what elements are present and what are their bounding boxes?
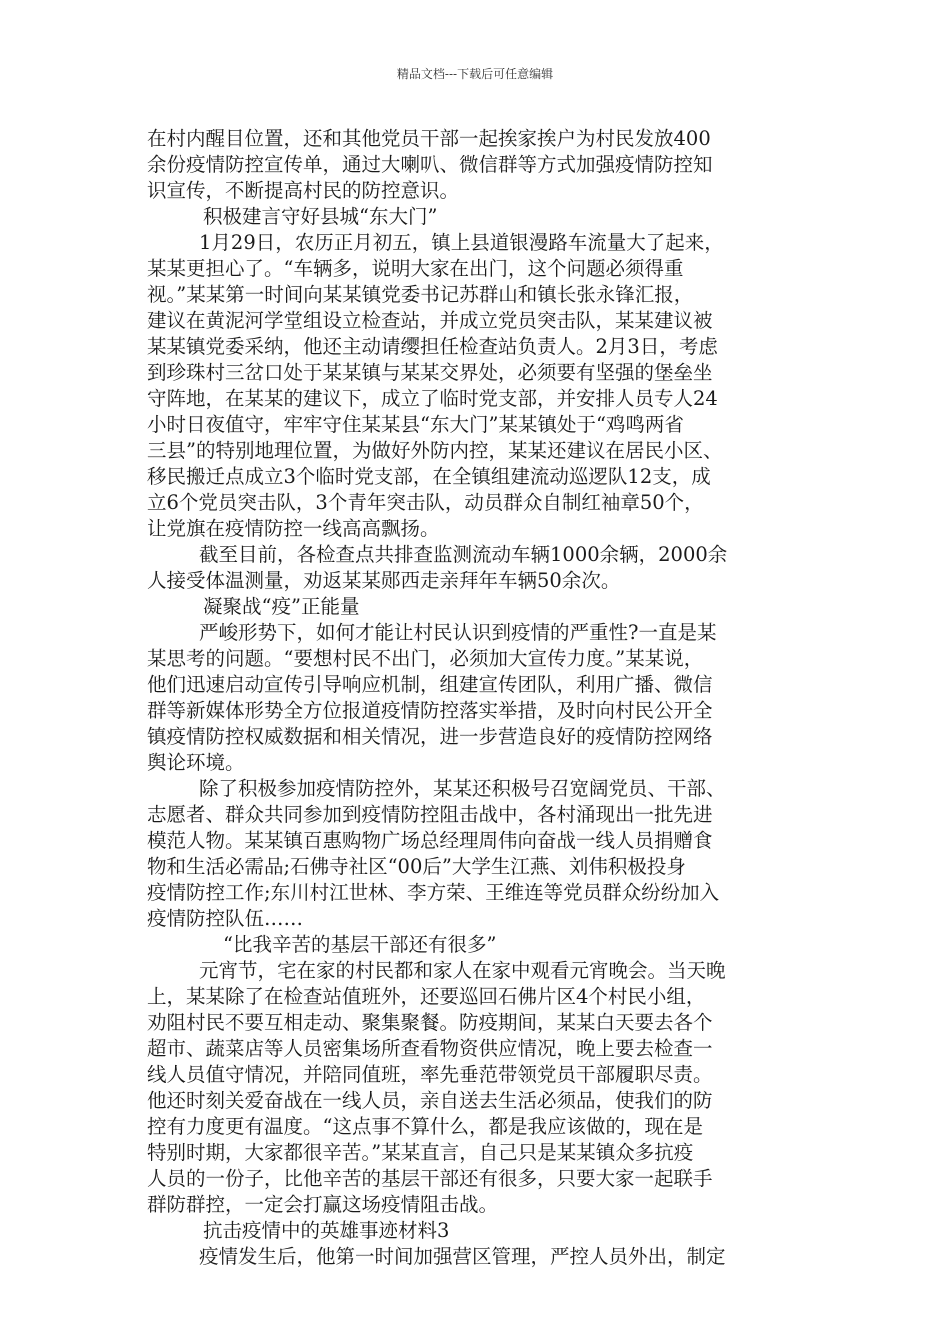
text-line: 识宣传，不断提高村民的防控意识。 [147,179,460,202]
text-line: 小时日夜值守，牢牢守住某某县“东大门”某某镇处于“鸡鸣两省 [147,413,684,436]
text-line: 舆论环境。 [147,751,245,774]
text-line: 群防群控，一定会打赢这场疫情阻击战。 [147,1193,499,1216]
text-line: 让党旗在疫情防控一线高高飘扬。 [147,517,440,540]
text-line: 疫情发生后，他第一时间加强营区管理，严控人员外出，制定 [199,1245,726,1268]
text-line: 疫情防控工作;东川村江世林、李方荣、王维连等党员群众纷纷加入 [147,881,720,904]
text-line: 视。”某某第一时间向某某镇党委书记苏群山和镇长张永锋汇报， [147,283,694,306]
text-line: 模范人物。某某镇百惠购物广场总经理周伟向奋战一线人员捐赠食 [147,829,713,852]
text-line: 超市、蔬菜店等人员密集场所查看物资供应情况，晚上要去检查一 [147,1037,713,1060]
text-line: 疫情防控队伍…… [147,907,304,930]
text-line: 他们迅速启动宣传引导响应机制，组建宣传团队，利用广播、微信 [147,673,713,696]
text-line: 三县”的特别地理位置，为做好外防内控，某某还建议在居民小区、 [147,439,723,462]
text-line: 严峻形势下，如何才能让村民认识到疫情的严重性?一直是某 [199,621,717,644]
text-line: 劝阻村民不要互相走动、聚集聚餐。防疫期间，某某白天要去各个 [147,1011,713,1034]
text-line: 某某镇党委采纳，他还主动请缨担任检查站负责人。2月3日，考虑 [147,335,718,358]
text-line: 移民搬迁点成立3个临时党支部，在全镇组建流动巡逻队12支，成 [147,465,711,488]
text-line: 截至目前，各检查点共排查监测流动车辆1000余辆，2000余 [199,543,728,566]
text-line: 志愿者、群众共同参加到疫情防控阻击战中，各村涌现出一批先进 [147,803,713,826]
text-line: 他还时刻关爱奋战在一线人员，亲自送去生活必须品，使我们的防 [147,1089,713,1112]
text-line: 群等新媒体形势全方位报道疫情防控落实举措，及时向村民公开全 [147,699,713,722]
text-line: 镇疫情防控权威数据和相关情况，进一步营造良好的疫情防控网络 [147,725,713,748]
section-heading: 积极建言守好县城“东大门” [203,205,438,228]
text-line: 某某更担心了。“车辆多，说明大家在出门，这个问题必须得重 [147,257,684,280]
section-heading: 凝聚战“疫”正能量 [203,595,360,618]
text-line: 物和生活必需品;石佛寺社区“00后”大学生江燕、刘伟积极投身 [147,855,686,878]
text-line: 到珍珠村三岔口处于某某镇与某某交界处，必须要有坚强的堡垒坐 [147,361,713,384]
text-line: 人接受体温测量，劝返某某郧西走亲拜年车辆50余次。 [147,569,621,592]
text-line: 某思考的问题。“要想村民不出门，必须加大宣传力度。”某某说， [147,647,704,670]
text-line: 守阵地，在某某的建议下，成立了临时党支部，并安排人员专人24 [147,387,718,410]
section-heading: “比我辛苦的基层干部还有很多” [223,933,497,956]
section-heading: 抗击疫情中的英雄事迹材料3 [203,1219,450,1242]
page-header: 精品文档---下载后可任意编辑 [396,67,554,81]
text-line: 建议在黄泥河学堂组设立检查站，并成立党员突击队，某某建议被 [147,309,713,332]
text-line: 人员的一份子，比他辛苦的基层干部还有很多，只要大家一起联手 [147,1167,713,1190]
text-line: 余份疫情防控宣传单，通过大喇叭、微信群等方式加强疫情防控知 [147,153,713,176]
text-line: 1月29日，农历正月初五，镇上县道银漫路车流量大了起来， [199,231,724,254]
text-line: 元宵节，宅在家的村民都和家人在家中观看元宵晚会。当天晚 [199,959,726,982]
text-line: 控有力度更有温度。“这点事不算什么，都是我应该做的，现在是 [147,1115,703,1138]
text-line: 线人员值守情况，并陪同值班，率先垂范带领党员干部履职尽责。 [147,1063,713,1086]
document-body [147,126,811,1270]
text-line: 除了积极参加疫情防控外，某某还积极号召宽阔党员、干部、 [199,777,726,800]
text-line: 上，某某除了在检查站值班外，还要巡回石佛片区4个村民小组， [147,985,706,1008]
text-line: 特别时期，大家都很辛苦。”某某直言，自己只是某某镇众多抗疫 [147,1141,694,1164]
text-line: 在村内醒目位置，还和其他党员干部一起挨家挨户为村民发放400 [147,127,711,150]
text-line: 立6个党员突击队，3个青年突击队，动员群众自制红袖章50个， [147,491,704,514]
